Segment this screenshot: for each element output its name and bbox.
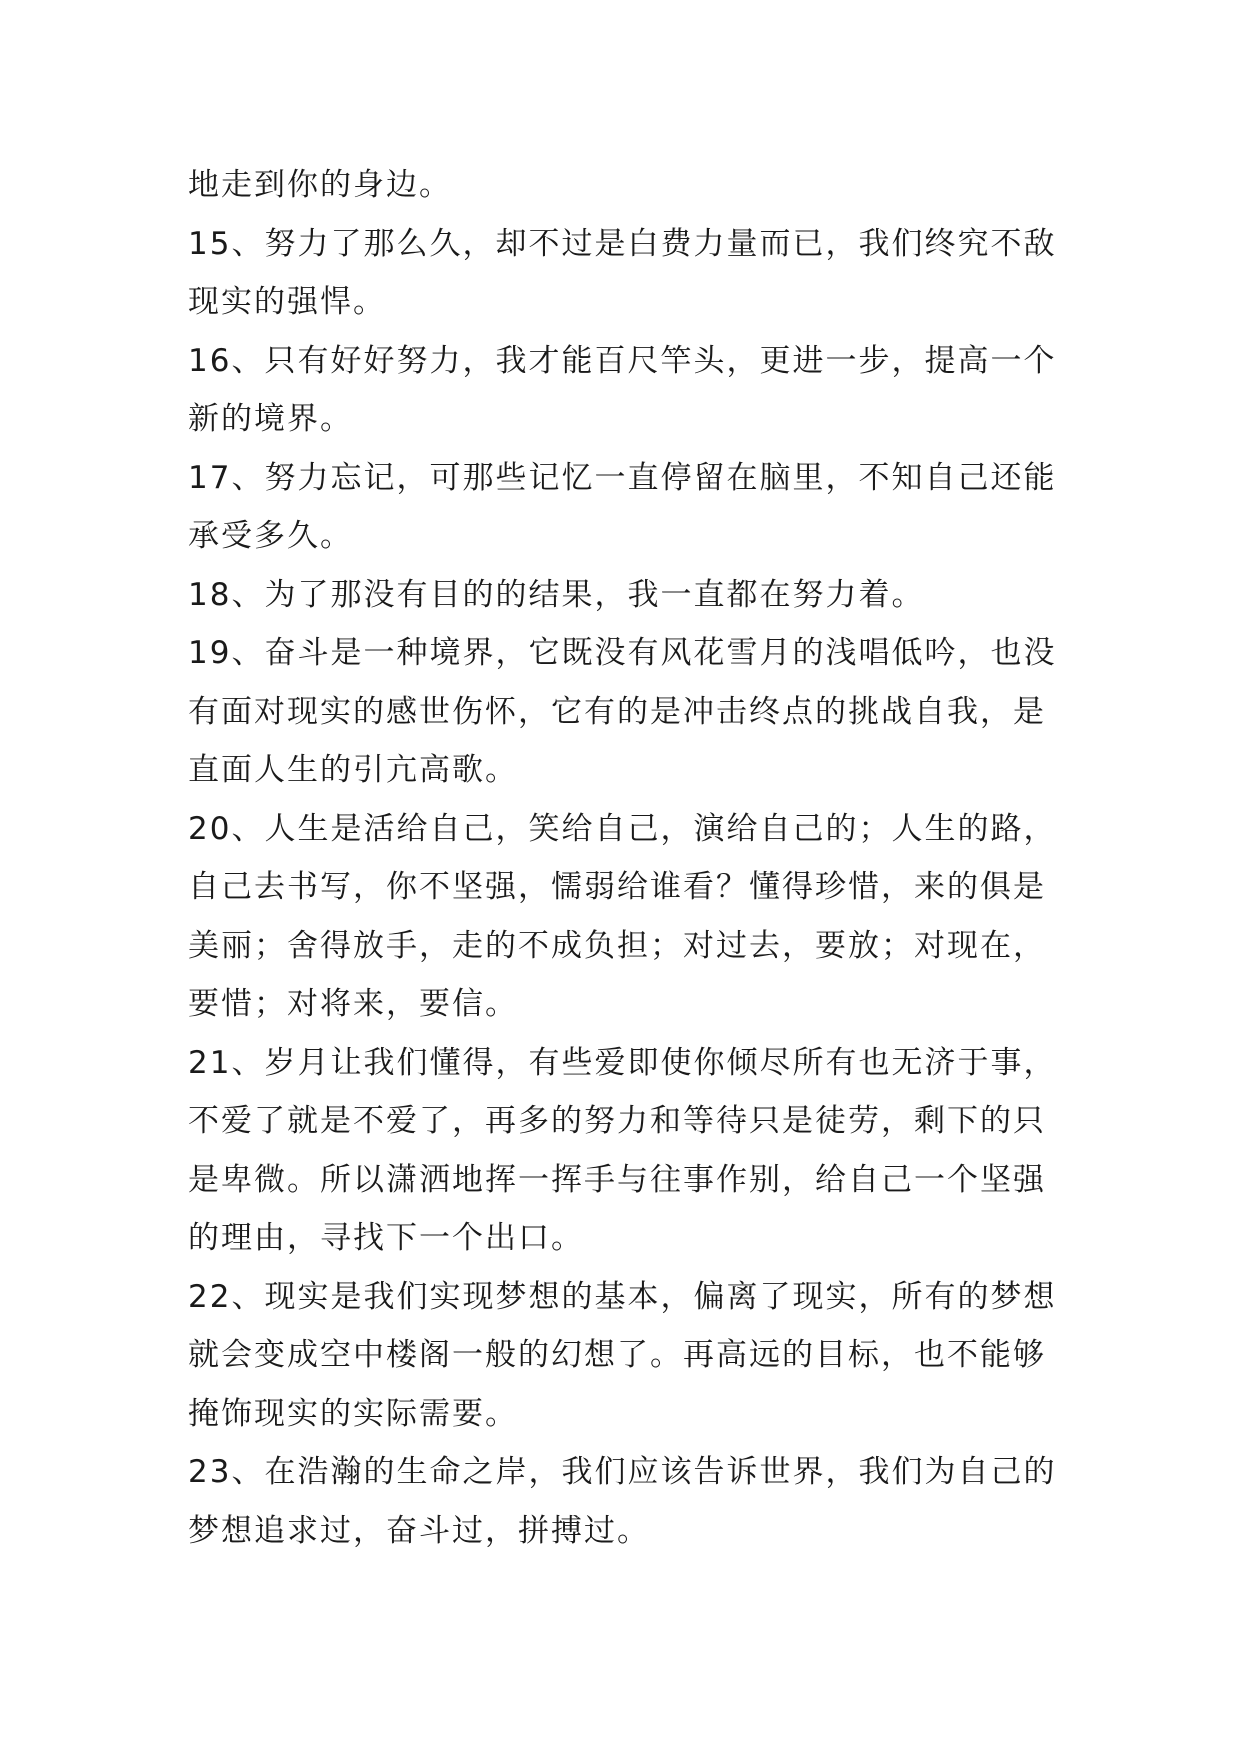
text-line: 18、为了那没有目的的结果，我一直都在努力着。 xyxy=(188,576,925,613)
text-line: 21、岁月让我们懂得，有些爱即使你倾尽所有也无济于事， xyxy=(188,1044,1057,1081)
text-line: 掩饰现实的实际需要。 xyxy=(188,1395,518,1432)
text-line: 20、人生是活给自己，笑给自己，演给自己的；人生的路， xyxy=(188,810,1057,847)
text-line: 要惜；对将来，要信。 xyxy=(188,986,518,1022)
text-line: 美丽；舍得放手，走的不成负担；对过去，要放；对现在， xyxy=(188,927,1046,964)
document-body xyxy=(188,156,1068,1560)
text-line: 15、努力了那么久，却不过是白费力量而已，我们终究不敌 xyxy=(188,225,1057,262)
text-line: 就会变成空中楼阁一般的幻想了。再高远的目标，也不能够 xyxy=(188,1337,1046,1373)
text-line: 23、在浩瀚的生命之岸，我们应该告诉世界，我们为自己的 xyxy=(188,1454,1057,1490)
text-line: 直面人生的引亢高歌。 xyxy=(188,752,518,788)
text-line: 承受多久。 xyxy=(188,518,353,554)
text-line: 17、努力忘记，可那些记忆一直停留在脑里，不知自己还能 xyxy=(188,459,1057,496)
text-line: 现实的强悍。 xyxy=(188,284,386,320)
text-line: 梦想追求过，奋斗过，拼搏过。 xyxy=(188,1512,650,1549)
text-line: 自己去书写，你不坚强，懦弱给谁看？懂得珍惜，来的俱是 xyxy=(188,869,1046,905)
text-line: 的理由，寻找下一个出口。 xyxy=(188,1220,584,1256)
text-line: 新的境界。 xyxy=(188,401,353,437)
text-line: 16、只有好好努力，我才能百尺竿头，更进一步，提高一个 xyxy=(188,342,1057,379)
text-line: 有面对现实的感世伤怀，它有的是冲击终点的挑战自我，是 xyxy=(188,693,1046,730)
text-line: 19、奋斗是一种境界，它既没有风花雪月的浅唱低吟，也没 xyxy=(188,635,1057,671)
text-line: 地走到你的身边。 xyxy=(188,167,452,203)
text-line: 是卑微。所以潇洒地挥一挥手与往事作别，给自己一个坚强 xyxy=(188,1161,1046,1198)
text-line: 22、现实是我们实现梦想的基本，偏离了现实，所有的梦想 xyxy=(188,1278,1057,1315)
text-line: 不爱了就是不爱了，再多的努力和等待只是徒劳，剩下的只 xyxy=(188,1103,1046,1139)
